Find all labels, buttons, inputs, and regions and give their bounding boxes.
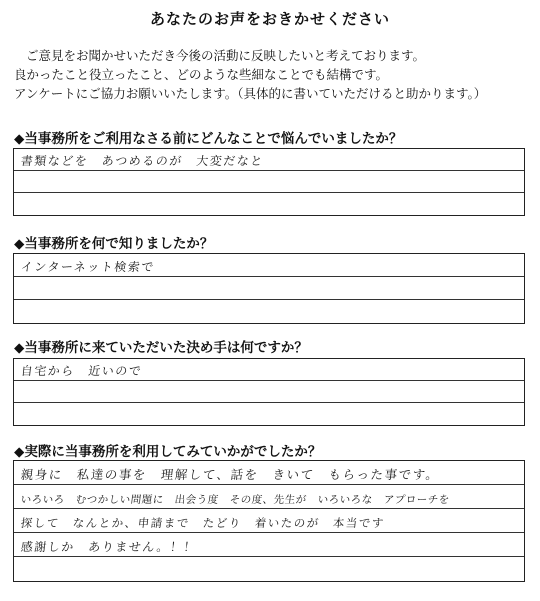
- answer-text: 感謝しか ありません。！！: [20, 540, 198, 554]
- intro-line: ご意見をお聞かせいただき今後の活動に反映したいと考えております。: [26, 48, 426, 63]
- question-3: ◆当事務所に来ていただいた決め手は何ですか？: [14, 340, 308, 356]
- answer-line: [14, 485, 524, 509]
- answer-line: [14, 193, 524, 215]
- question-2: ◆当事務所を何で知りましたか？: [14, 236, 214, 252]
- answer-line: [14, 381, 524, 403]
- answer-text: 親身に 私達の事を 理解して、話を きいて もらった事です。: [20, 467, 441, 482]
- answer-line: [14, 403, 524, 425]
- answer-box-3: [13, 358, 525, 426]
- answer-line: [14, 461, 524, 485]
- answer-box-2: [13, 253, 525, 324]
- answer-box-1: [13, 148, 525, 216]
- answer-line: [14, 300, 524, 323]
- intro-line: アンケートにご協力お願いいたします。（具体的に書いていただけると助かります。）: [14, 86, 487, 101]
- question-1: ◆当事務所をご利用なさる前にどんなことで悩んでいましたか？: [14, 131, 403, 147]
- answer-line: [14, 277, 524, 300]
- answer-line: [14, 509, 524, 533]
- page-title: あなたのお声をおきかせください: [149, 10, 390, 28]
- intro-text: [14, 46, 534, 103]
- answer-line: [14, 149, 524, 171]
- answer-line: [14, 557, 524, 581]
- answer-text: 探して なんとか、申請まで たどり 着いたのが 本当です: [20, 516, 386, 530]
- answer-text: インターネット検索で: [20, 260, 156, 274]
- answer-text: 自宅から 近いので: [20, 364, 144, 378]
- answer-box-4: [13, 460, 525, 582]
- answer-text: 書類などを あつめるのが 大変だなと: [20, 154, 265, 168]
- answer-line: [14, 533, 524, 557]
- intro-line: 良かったこと役立ったこと、どのような些細なことでも結構です。: [14, 67, 389, 82]
- answer-line: [14, 171, 524, 193]
- answer-line: [14, 359, 524, 381]
- answer-line: [14, 254, 524, 277]
- question-4: ◆実際に当事務所を利用してみていかがでしたか？: [14, 444, 322, 460]
- answer-text: いろいろ むつかしい問題に 出会う度 その度、先生が いろいろな アプローチを: [20, 494, 451, 506]
